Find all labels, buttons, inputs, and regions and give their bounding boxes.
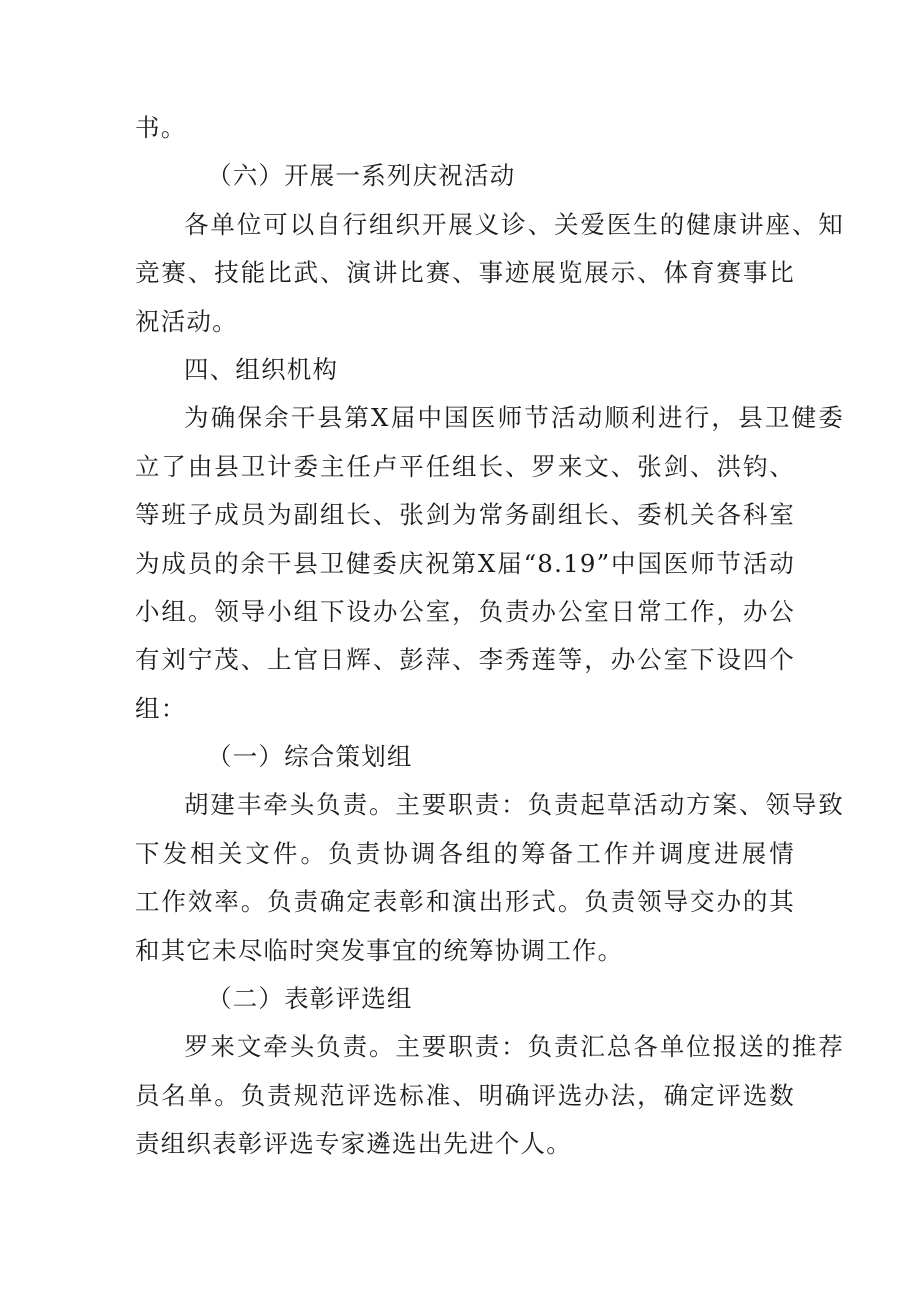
- text-line: 小组。领导小组下设办公室，负责办公室日常工作，办公: [135, 596, 795, 626]
- text-line: 竞赛、技能比武、演讲比赛、事迹展览展示、体育赛事比: [135, 258, 795, 288]
- text-line: 祝活动。: [135, 306, 238, 336]
- text-line: 有刘宁茂、上官日辉、彭萍、李秀莲等，办公室下设四个: [135, 645, 795, 675]
- text-line: 和其它未尽临时突发事宜的统筹协调工作。: [135, 935, 624, 965]
- text-line: 书。: [135, 113, 187, 142]
- text-line: 为成员的余干县卫健委庆祝第X届“8.19”中国医师节活动: [135, 548, 795, 578]
- text-line: 下发相关文件。负责协调各组的筹备工作并调度进展情: [135, 838, 795, 868]
- text-line: 立了由县卫计委主任卢平任组长、罗来文、张剑、洪钧、: [135, 451, 795, 481]
- document-body: [135, 104, 844, 1169]
- text-line: 员名单。负责规范评选标准、明确评选办法，确定评选数: [135, 1080, 795, 1110]
- section-heading: 四、组织机构: [184, 354, 339, 384]
- text-line: 为确保余干县第X届中国医师节活动顺利进行，县卫健委: [184, 403, 844, 433]
- text-line: 等班子成员为副组长、张剑为常务副组长、委机关各科室: [135, 500, 795, 530]
- section-heading: （六）开展一系列庆祝活动: [207, 161, 516, 191]
- text-line: 胡建丰牵头负责。主要职责：负责起草活动方案、领导致: [184, 790, 844, 820]
- section-heading: （一）综合策划组: [207, 742, 413, 772]
- text-line: 罗来文牵头负责。主要职责：负责汇总各单位报送的推荐: [184, 1032, 844, 1062]
- text-line: 工作效率。负责确定表彰和演出形式。负责领导交办的其: [135, 887, 795, 917]
- text-line: 各单位可以自行组织开展义诊、关爱医生的健康讲座、知: [184, 209, 844, 239]
- section-heading: （二）表彰评选组: [207, 984, 413, 1014]
- text-line: 组：: [135, 693, 187, 723]
- text-line: 责组织表彰评选专家遴选出先进个人。: [135, 1129, 572, 1159]
